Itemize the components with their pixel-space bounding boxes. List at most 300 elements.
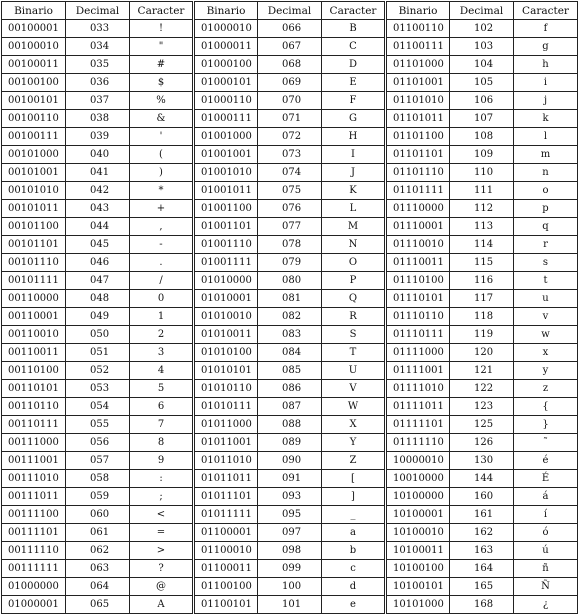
character-cell: > bbox=[130, 542, 194, 560]
character-cell: G bbox=[322, 110, 386, 128]
table-row bbox=[2, 326, 578, 344]
decimal-cell: 055 bbox=[66, 416, 130, 434]
decimal-cell: 075 bbox=[258, 182, 322, 200]
table-row bbox=[2, 164, 578, 182]
character-cell: ? bbox=[130, 560, 194, 578]
character-cell: u bbox=[514, 290, 578, 308]
binary-cell: 00100010 bbox=[2, 38, 66, 56]
binary-cell: 01101011 bbox=[386, 110, 450, 128]
character-cell: T bbox=[322, 344, 386, 362]
decimal-cell: 072 bbox=[258, 128, 322, 146]
binary-cell: 01110100 bbox=[386, 272, 450, 290]
binary-cell: 01111110 bbox=[386, 434, 450, 452]
binary-cell: 01010111 bbox=[194, 398, 258, 416]
binary-cell: 10100001 bbox=[386, 506, 450, 524]
table-body bbox=[2, 20, 578, 614]
decimal-cell: 168 bbox=[450, 596, 514, 614]
character-cell: m bbox=[514, 146, 578, 164]
character-cell: " bbox=[130, 38, 194, 56]
binary-cell: 01111001 bbox=[386, 362, 450, 380]
character-cell: B bbox=[322, 20, 386, 38]
header-decimal: Decimal bbox=[66, 2, 130, 20]
character-cell: p bbox=[514, 200, 578, 218]
binary-cell: 01010100 bbox=[194, 344, 258, 362]
decimal-cell: 077 bbox=[258, 218, 322, 236]
binary-cell: 01000010 bbox=[194, 20, 258, 38]
character-cell: Y bbox=[322, 434, 386, 452]
binary-cell: 01000000 bbox=[2, 578, 66, 596]
decimal-cell: 049 bbox=[66, 308, 130, 326]
character-cell: l bbox=[514, 128, 578, 146]
binary-cell: 00111010 bbox=[2, 470, 66, 488]
binary-cell: 10010000 bbox=[386, 470, 450, 488]
character-cell: : bbox=[130, 470, 194, 488]
character-cell: N bbox=[322, 236, 386, 254]
character-cell: 6 bbox=[130, 398, 194, 416]
decimal-cell: 086 bbox=[258, 380, 322, 398]
character-cell: ( bbox=[130, 146, 194, 164]
decimal-cell: 144 bbox=[450, 470, 514, 488]
character-cell: b bbox=[322, 542, 386, 560]
binary-cell: 00101111 bbox=[2, 272, 66, 290]
character-cell: - bbox=[130, 236, 194, 254]
decimal-cell: 100 bbox=[258, 578, 322, 596]
character-cell: 7 bbox=[130, 416, 194, 434]
binary-cell: 01100100 bbox=[194, 578, 258, 596]
binary-cell: 01101000 bbox=[386, 56, 450, 74]
character-cell: S bbox=[322, 326, 386, 344]
character-cell: , bbox=[130, 218, 194, 236]
binary-cell: 01000100 bbox=[194, 56, 258, 74]
binary-cell: 01100110 bbox=[386, 20, 450, 38]
binary-cell: 00111011 bbox=[2, 488, 66, 506]
binary-cell: 01101111 bbox=[386, 182, 450, 200]
table-row bbox=[2, 560, 578, 578]
binary-cell: 01110011 bbox=[386, 254, 450, 272]
binary-cell: 01001011 bbox=[194, 182, 258, 200]
character-cell: # bbox=[130, 56, 194, 74]
character-cell: ) bbox=[130, 164, 194, 182]
binary-cell: 01111101 bbox=[386, 416, 450, 434]
binary-cell: 10100100 bbox=[386, 560, 450, 578]
binary-cell: 01010011 bbox=[194, 326, 258, 344]
binary-cell: 01011010 bbox=[194, 452, 258, 470]
decimal-cell: 098 bbox=[258, 542, 322, 560]
character-cell: y bbox=[514, 362, 578, 380]
binary-cell: 01110001 bbox=[386, 218, 450, 236]
binary-cell: 01011001 bbox=[194, 434, 258, 452]
decimal-cell: 115 bbox=[450, 254, 514, 272]
decimal-cell: 034 bbox=[66, 38, 130, 56]
binary-cell: 00110001 bbox=[2, 308, 66, 326]
character-cell: ˜ bbox=[514, 434, 578, 452]
decimal-cell: 038 bbox=[66, 110, 130, 128]
table-row bbox=[2, 110, 578, 128]
decimal-cell: 083 bbox=[258, 326, 322, 344]
binary-cell: 00110100 bbox=[2, 362, 66, 380]
character-cell: ¿ bbox=[514, 596, 578, 614]
table-row bbox=[2, 56, 578, 74]
binary-cell: 01001111 bbox=[194, 254, 258, 272]
decimal-cell: 091 bbox=[258, 470, 322, 488]
decimal-cell: 088 bbox=[258, 416, 322, 434]
binary-cell: 00101010 bbox=[2, 182, 66, 200]
binary-cell: 01000001 bbox=[2, 596, 66, 614]
decimal-cell: 117 bbox=[450, 290, 514, 308]
binary-cell: 10100010 bbox=[386, 524, 450, 542]
character-cell: ] bbox=[322, 488, 386, 506]
character-cell: [ bbox=[322, 470, 386, 488]
table-row bbox=[2, 38, 578, 56]
decimal-cell: 074 bbox=[258, 164, 322, 182]
decimal-cell: 161 bbox=[450, 506, 514, 524]
character-cell: @ bbox=[130, 578, 194, 596]
character-cell: } bbox=[514, 416, 578, 434]
binary-cell: 01101101 bbox=[386, 146, 450, 164]
decimal-cell: 067 bbox=[258, 38, 322, 56]
character-cell: c bbox=[322, 560, 386, 578]
binary-cell: 01001100 bbox=[194, 200, 258, 218]
binary-cell: 01010010 bbox=[194, 308, 258, 326]
character-cell: 5 bbox=[130, 380, 194, 398]
binary-cell: 00100100 bbox=[2, 74, 66, 92]
character-cell: ' bbox=[130, 128, 194, 146]
decimal-cell: 057 bbox=[66, 452, 130, 470]
character-cell: i bbox=[514, 74, 578, 92]
binary-cell: 10101000 bbox=[386, 596, 450, 614]
decimal-cell: 062 bbox=[66, 542, 130, 560]
binary-cell: 01000110 bbox=[194, 92, 258, 110]
decimal-cell: 042 bbox=[66, 182, 130, 200]
character-cell: $ bbox=[130, 74, 194, 92]
header-binario: Binario bbox=[194, 2, 258, 20]
decimal-cell: 076 bbox=[258, 200, 322, 218]
table-row bbox=[2, 416, 578, 434]
character-cell: % bbox=[130, 92, 194, 110]
binary-cell: 01100001 bbox=[194, 524, 258, 542]
character-cell: í bbox=[514, 506, 578, 524]
table-row bbox=[2, 236, 578, 254]
binary-cell: 00101000 bbox=[2, 146, 66, 164]
character-cell: d bbox=[322, 578, 386, 596]
binary-cell: 00101100 bbox=[2, 218, 66, 236]
header-binario: Binario bbox=[2, 2, 66, 20]
decimal-cell: 052 bbox=[66, 362, 130, 380]
character-cell: f bbox=[514, 20, 578, 38]
character-cell: Ñ bbox=[514, 578, 578, 596]
character-cell: é bbox=[514, 452, 578, 470]
character-cell: V bbox=[322, 380, 386, 398]
character-cell: U bbox=[322, 362, 386, 380]
decimal-cell: 125 bbox=[450, 416, 514, 434]
binary-cell: 00100101 bbox=[2, 92, 66, 110]
character-cell: z bbox=[514, 380, 578, 398]
decimal-cell: 165 bbox=[450, 578, 514, 596]
ascii-table bbox=[1, 1, 578, 614]
character-cell: + bbox=[130, 200, 194, 218]
binary-cell: 01100011 bbox=[194, 560, 258, 578]
decimal-cell: 073 bbox=[258, 146, 322, 164]
binary-cell: 00111111 bbox=[2, 560, 66, 578]
decimal-cell: 066 bbox=[258, 20, 322, 38]
character-cell: I bbox=[322, 146, 386, 164]
decimal-cell: 059 bbox=[66, 488, 130, 506]
table-row bbox=[2, 182, 578, 200]
binary-cell: 00111110 bbox=[2, 542, 66, 560]
binary-cell: 01000111 bbox=[194, 110, 258, 128]
decimal-cell: 081 bbox=[258, 290, 322, 308]
character-cell: < bbox=[130, 506, 194, 524]
header-caracter: Caracter bbox=[130, 2, 194, 20]
binary-cell: 10100101 bbox=[386, 578, 450, 596]
character-cell: É bbox=[514, 470, 578, 488]
ascii-table-container bbox=[1, 1, 577, 610]
decimal-cell: 080 bbox=[258, 272, 322, 290]
character-cell: 1 bbox=[130, 308, 194, 326]
decimal-cell: 037 bbox=[66, 92, 130, 110]
character-cell: ! bbox=[130, 20, 194, 38]
character-cell: . bbox=[130, 254, 194, 272]
decimal-cell: 097 bbox=[258, 524, 322, 542]
binary-cell: 01101010 bbox=[386, 92, 450, 110]
decimal-cell: 122 bbox=[450, 380, 514, 398]
binary-cell: 01011101 bbox=[194, 488, 258, 506]
binary-cell: 00111001 bbox=[2, 452, 66, 470]
character-cell: _ bbox=[322, 506, 386, 524]
binary-cell: 00100001 bbox=[2, 20, 66, 38]
decimal-cell: 105 bbox=[450, 74, 514, 92]
character-cell: = bbox=[130, 524, 194, 542]
binary-cell: 01001000 bbox=[194, 128, 258, 146]
character-cell: & bbox=[130, 110, 194, 128]
character-cell: A bbox=[130, 596, 194, 614]
binary-cell: 00100111 bbox=[2, 128, 66, 146]
character-cell: x bbox=[514, 344, 578, 362]
character-cell: R bbox=[322, 308, 386, 326]
decimal-cell: 118 bbox=[450, 308, 514, 326]
decimal-cell: 084 bbox=[258, 344, 322, 362]
table-row bbox=[2, 542, 578, 560]
character-cell: á bbox=[514, 488, 578, 506]
character-cell: * bbox=[130, 182, 194, 200]
decimal-cell: 068 bbox=[258, 56, 322, 74]
binary-cell: 01111011 bbox=[386, 398, 450, 416]
decimal-cell: 050 bbox=[66, 326, 130, 344]
binary-cell: 01010000 bbox=[194, 272, 258, 290]
table-row bbox=[2, 218, 578, 236]
decimal-cell: 053 bbox=[66, 380, 130, 398]
character-cell: 4 bbox=[130, 362, 194, 380]
decimal-cell: 162 bbox=[450, 524, 514, 542]
character-cell: w bbox=[514, 326, 578, 344]
decimal-cell: 054 bbox=[66, 398, 130, 416]
character-cell: q bbox=[514, 218, 578, 236]
character-cell: L bbox=[322, 200, 386, 218]
binary-cell: 00101001 bbox=[2, 164, 66, 182]
binary-cell: 01011011 bbox=[194, 470, 258, 488]
binary-cell: 01001110 bbox=[194, 236, 258, 254]
binary-cell: 01011111 bbox=[194, 506, 258, 524]
decimal-cell: 103 bbox=[450, 38, 514, 56]
binary-cell: 01101100 bbox=[386, 128, 450, 146]
binary-cell: 01010110 bbox=[194, 380, 258, 398]
header-decimal: Decimal bbox=[450, 2, 514, 20]
decimal-cell: 060 bbox=[66, 506, 130, 524]
decimal-cell: 046 bbox=[66, 254, 130, 272]
decimal-cell: 070 bbox=[258, 92, 322, 110]
table-row bbox=[2, 596, 578, 614]
table-row bbox=[2, 506, 578, 524]
decimal-cell: 114 bbox=[450, 236, 514, 254]
binary-cell: 01111010 bbox=[386, 380, 450, 398]
character-cell: J bbox=[322, 164, 386, 182]
binary-cell: 10100011 bbox=[386, 542, 450, 560]
header-caracter: Caracter bbox=[514, 2, 578, 20]
table-row bbox=[2, 74, 578, 92]
decimal-cell: 064 bbox=[66, 578, 130, 596]
character-cell: W bbox=[322, 398, 386, 416]
decimal-cell: 085 bbox=[258, 362, 322, 380]
decimal-cell: 113 bbox=[450, 218, 514, 236]
table-row bbox=[2, 452, 578, 470]
table-row bbox=[2, 308, 578, 326]
binary-cell: 01001010 bbox=[194, 164, 258, 182]
decimal-cell: 069 bbox=[258, 74, 322, 92]
binary-cell: 00111101 bbox=[2, 524, 66, 542]
binary-cell: 01110111 bbox=[386, 326, 450, 344]
decimal-cell: 108 bbox=[450, 128, 514, 146]
table-row bbox=[2, 92, 578, 110]
decimal-cell: 160 bbox=[450, 488, 514, 506]
binary-cell: 00101110 bbox=[2, 254, 66, 272]
character-cell: F bbox=[322, 92, 386, 110]
decimal-cell: 039 bbox=[66, 128, 130, 146]
character-cell: / bbox=[130, 272, 194, 290]
binary-cell: 00101011 bbox=[2, 200, 66, 218]
decimal-cell: 119 bbox=[450, 326, 514, 344]
header-decimal: Decimal bbox=[258, 2, 322, 20]
decimal-cell: 058 bbox=[66, 470, 130, 488]
table-row bbox=[2, 380, 578, 398]
decimal-cell: 063 bbox=[66, 560, 130, 578]
character-cell: j bbox=[514, 92, 578, 110]
character-cell: 2 bbox=[130, 326, 194, 344]
decimal-cell: 089 bbox=[258, 434, 322, 452]
decimal-cell: 036 bbox=[66, 74, 130, 92]
binary-cell: 01110101 bbox=[386, 290, 450, 308]
character-cell: 0 bbox=[130, 290, 194, 308]
binary-cell: 00110111 bbox=[2, 416, 66, 434]
decimal-cell: 048 bbox=[66, 290, 130, 308]
binary-cell: 01000011 bbox=[194, 38, 258, 56]
decimal-cell: 047 bbox=[66, 272, 130, 290]
binary-cell: 00110000 bbox=[2, 290, 66, 308]
binary-cell: 01110000 bbox=[386, 200, 450, 218]
decimal-cell: 093 bbox=[258, 488, 322, 506]
binary-cell: 10000010 bbox=[386, 452, 450, 470]
character-cell: D bbox=[322, 56, 386, 74]
table-row bbox=[2, 398, 578, 416]
binary-cell: 01001101 bbox=[194, 218, 258, 236]
table-row bbox=[2, 578, 578, 596]
character-cell: Q bbox=[322, 290, 386, 308]
decimal-cell: 078 bbox=[258, 236, 322, 254]
character-cell: ñ bbox=[514, 560, 578, 578]
binary-cell: 01100111 bbox=[386, 38, 450, 56]
decimal-cell: 111 bbox=[450, 182, 514, 200]
decimal-cell: 121 bbox=[450, 362, 514, 380]
character-cell: 8 bbox=[130, 434, 194, 452]
character-cell: 9 bbox=[130, 452, 194, 470]
character-cell: E bbox=[322, 74, 386, 92]
table-row bbox=[2, 128, 578, 146]
character-cell: r bbox=[514, 236, 578, 254]
decimal-cell: 110 bbox=[450, 164, 514, 182]
binary-cell: 01101110 bbox=[386, 164, 450, 182]
character-cell: s bbox=[514, 254, 578, 272]
character-cell: O bbox=[322, 254, 386, 272]
table-row bbox=[2, 254, 578, 272]
decimal-cell: 090 bbox=[258, 452, 322, 470]
decimal-cell: 035 bbox=[66, 56, 130, 74]
table-row bbox=[2, 344, 578, 362]
binary-cell: 01110110 bbox=[386, 308, 450, 326]
character-cell: ó bbox=[514, 524, 578, 542]
table-row bbox=[2, 200, 578, 218]
character-cell: M bbox=[322, 218, 386, 236]
table-row bbox=[2, 470, 578, 488]
character-cell: X bbox=[322, 416, 386, 434]
binary-cell: 01010101 bbox=[194, 362, 258, 380]
binary-cell: 00111100 bbox=[2, 506, 66, 524]
header-caracter: Caracter bbox=[322, 2, 386, 20]
character-cell: C bbox=[322, 38, 386, 56]
table-row bbox=[2, 20, 578, 38]
character-cell: v bbox=[514, 308, 578, 326]
decimal-cell: 099 bbox=[258, 560, 322, 578]
binary-cell: 01100101 bbox=[194, 596, 258, 614]
binary-cell: 00100011 bbox=[2, 56, 66, 74]
header-row bbox=[2, 2, 578, 20]
decimal-cell: 071 bbox=[258, 110, 322, 128]
character-cell: 3 bbox=[130, 344, 194, 362]
decimal-cell: 043 bbox=[66, 200, 130, 218]
table-row bbox=[2, 272, 578, 290]
decimal-cell: 163 bbox=[450, 542, 514, 560]
decimal-cell: 041 bbox=[66, 164, 130, 182]
character-cell: K bbox=[322, 182, 386, 200]
table-row bbox=[2, 146, 578, 164]
binary-cell: 01000101 bbox=[194, 74, 258, 92]
binary-cell: 00101101 bbox=[2, 236, 66, 254]
decimal-cell: 116 bbox=[450, 272, 514, 290]
decimal-cell: 164 bbox=[450, 560, 514, 578]
decimal-cell: 033 bbox=[66, 20, 130, 38]
character-cell: k bbox=[514, 110, 578, 128]
character-cell: { bbox=[514, 398, 578, 416]
binary-cell: 01111000 bbox=[386, 344, 450, 362]
decimal-cell: 130 bbox=[450, 452, 514, 470]
character-cell: e bbox=[322, 596, 386, 614]
decimal-cell: 095 bbox=[258, 506, 322, 524]
binary-cell: 01110010 bbox=[386, 236, 450, 254]
table-row bbox=[2, 290, 578, 308]
decimal-cell: 061 bbox=[66, 524, 130, 542]
decimal-cell: 051 bbox=[66, 344, 130, 362]
decimal-cell: 065 bbox=[66, 596, 130, 614]
decimal-cell: 087 bbox=[258, 398, 322, 416]
decimal-cell: 107 bbox=[450, 110, 514, 128]
